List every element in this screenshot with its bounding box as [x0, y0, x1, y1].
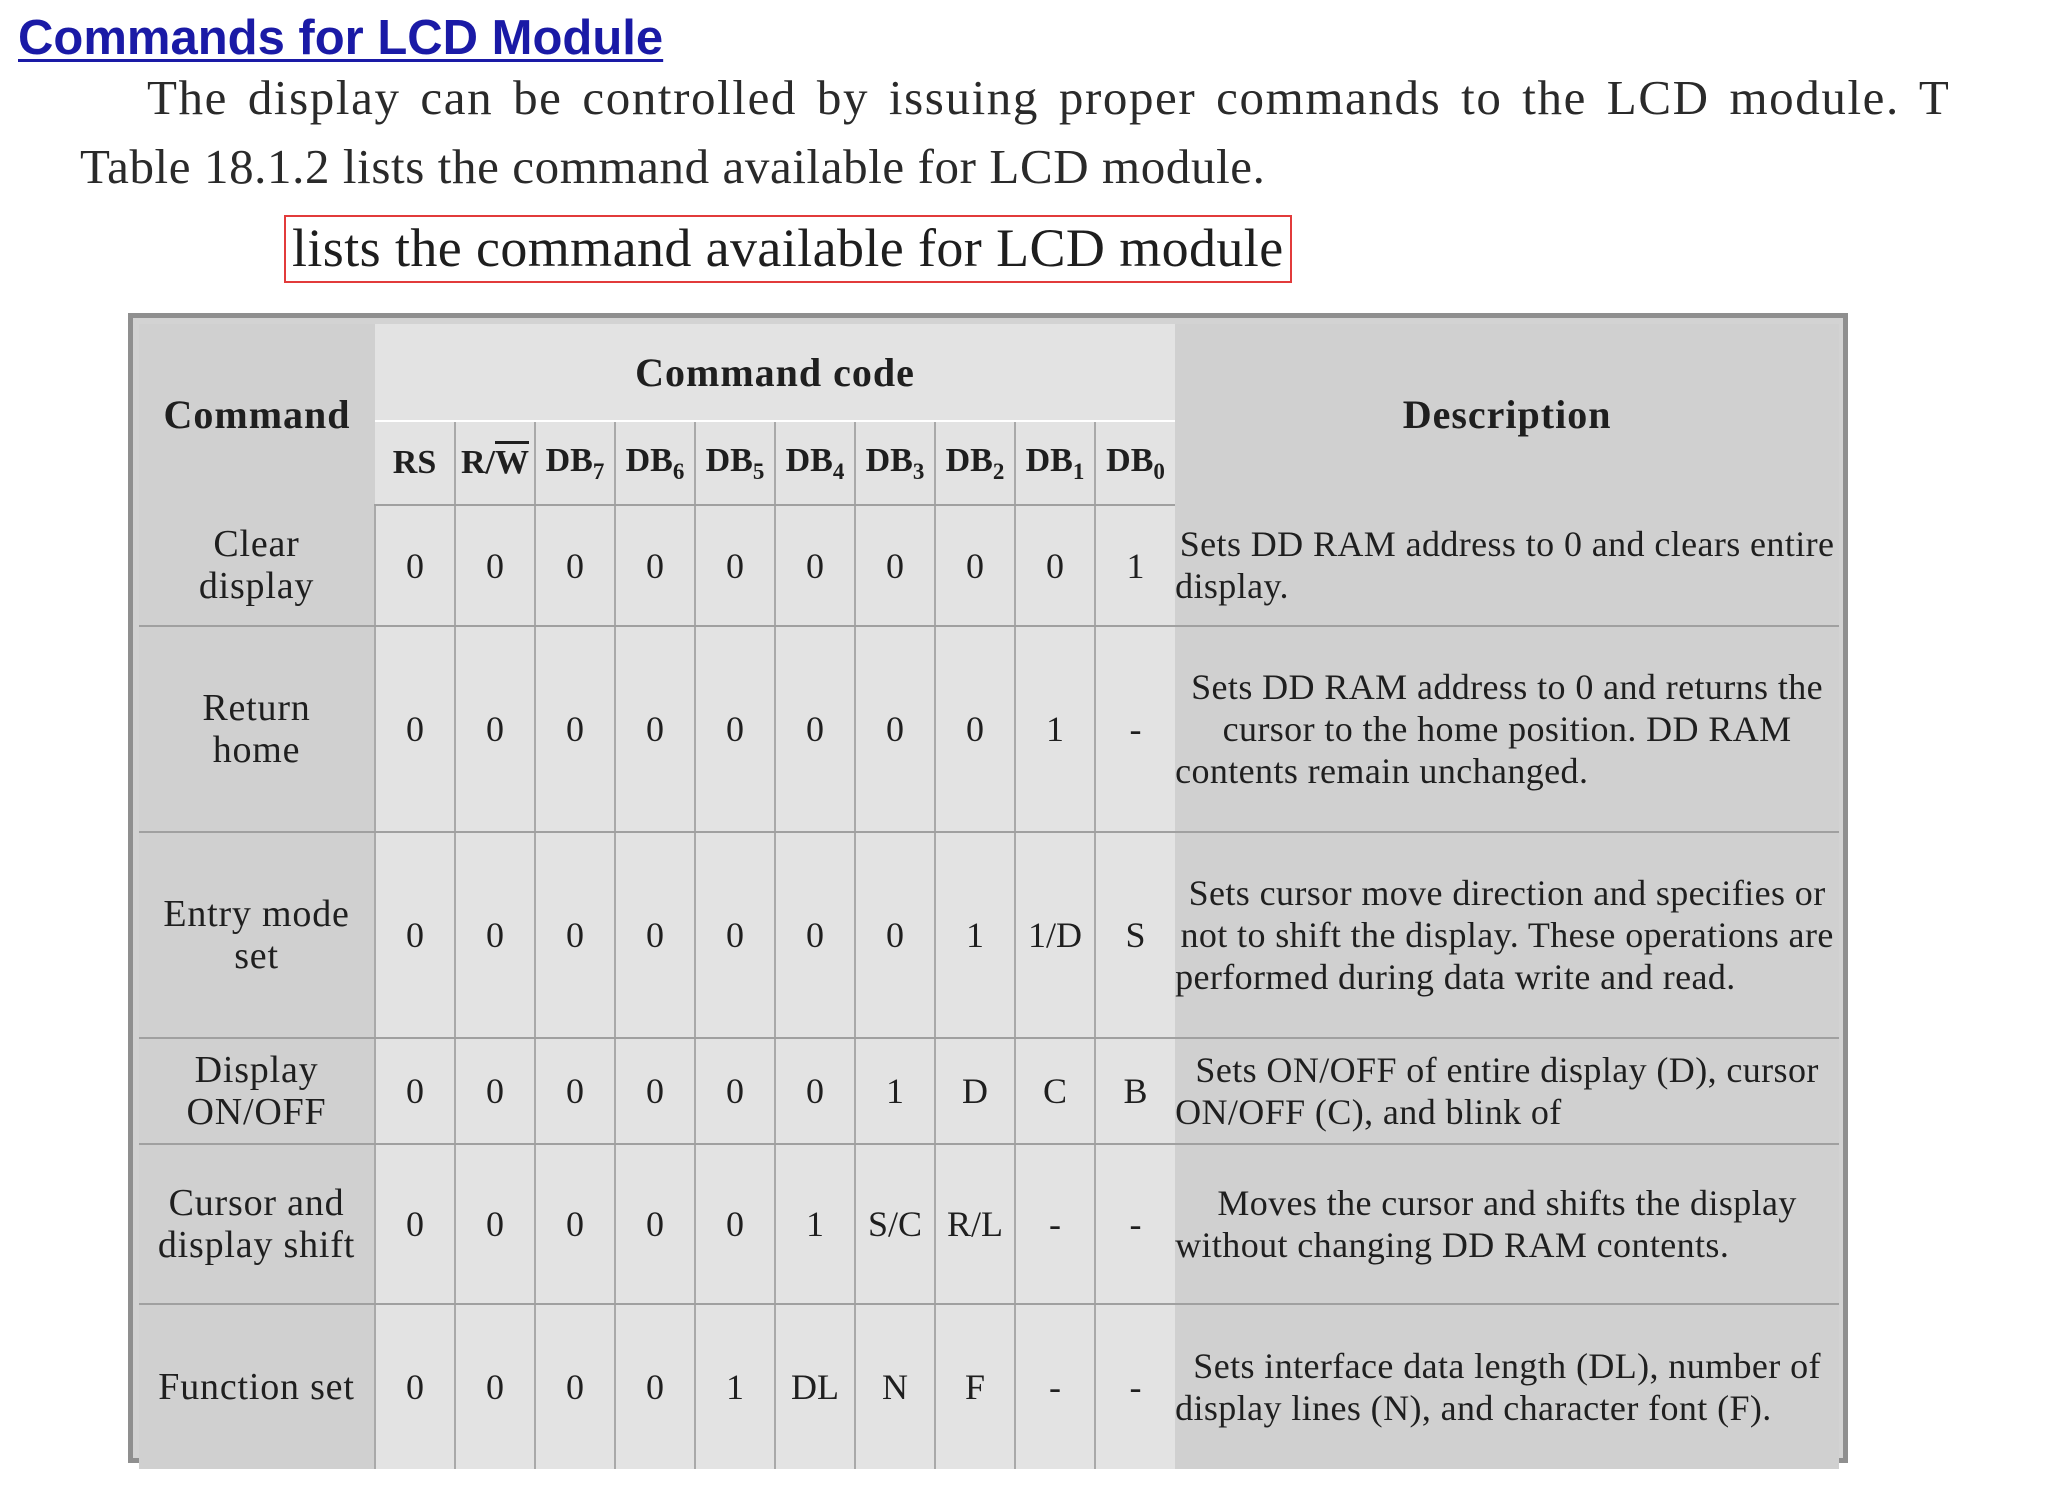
command-name-line-2: display shift — [157, 1224, 356, 1266]
bit-value-cell: - — [1015, 1144, 1095, 1304]
bit-header-overline-label: $\overline{W}$ — [495, 444, 529, 481]
bit-value-cell: D — [935, 1038, 1015, 1144]
command-name-cell — [139, 505, 375, 626]
bit-value-cell: DL — [775, 1304, 855, 1469]
bit-header-label: DB — [1025, 441, 1073, 479]
bit-header-subscript: 2 — [992, 458, 1005, 484]
command-name-line-2: set — [234, 935, 279, 977]
bit-value-cell: 0 — [615, 832, 695, 1038]
highlighted-text-selection: lists the command available for LCD module — [284, 215, 1292, 283]
description-cell: Moves the cursor and shifts the display without changing DD RAM contents. — [1175, 1144, 1839, 1304]
bit-header-cell — [695, 421, 775, 505]
column-header-command-code: Command code — [375, 324, 1175, 421]
command-name-line-2: home — [212, 729, 301, 771]
description-cell: Sets cursor move direction and specifies or not to shift the display. These operations are performed during data write and read. — [1175, 832, 1839, 1038]
bit-value-cell: R/L — [935, 1144, 1015, 1304]
description-cell: Sets DD RAM address to 0 and clears entire display. — [1175, 505, 1839, 626]
bit-value-cell: 0 — [535, 626, 615, 832]
bit-value-cell: 1 — [1015, 626, 1095, 832]
bit-value-cell: C — [1015, 1038, 1095, 1144]
bit-header-cell — [1095, 421, 1175, 505]
bit-value-cell: 1 — [775, 1144, 855, 1304]
bit-value-cell: 1/D — [1015, 832, 1095, 1038]
intro-paragraph-line-2: Table 18.1.2 lists the command available for LCD module. — [80, 139, 1266, 194]
command-name-line-1: Cursor and — [168, 1182, 345, 1224]
bit-value-cell: 0 — [855, 832, 935, 1038]
command-name-line-1: Entry mode — [163, 893, 350, 935]
bit-value-cell: 0 — [615, 505, 695, 626]
bit-header-label: DB — [945, 441, 993, 479]
bit-value-cell: 1 — [695, 1304, 775, 1469]
bit-value-cell: 0 — [695, 832, 775, 1038]
bit-value-cell: S/C — [855, 1144, 935, 1304]
bit-header-subscript: 7 — [592, 458, 605, 484]
bit-value-cell: 0 — [535, 505, 615, 626]
table-row — [139, 832, 1839, 1038]
bit-header-label: DB — [785, 441, 833, 479]
bit-value-cell: 0 — [455, 1038, 535, 1144]
bit-header-cell — [375, 421, 455, 505]
bit-header-subscript: 6 — [672, 458, 685, 484]
command-name-cell — [139, 626, 375, 832]
bit-value-cell: 0 — [455, 626, 535, 832]
command-name-cell — [139, 1304, 375, 1469]
bit-value-cell: 0 — [1015, 505, 1095, 626]
bit-value-cell: - — [1095, 1304, 1175, 1469]
lcd-command-table-frame — [128, 313, 1848, 1463]
bit-value-cell: 0 — [615, 1038, 695, 1144]
bit-value-cell: 0 — [935, 505, 1015, 626]
bit-value-cell: S — [1095, 832, 1175, 1038]
bit-value-cell: 0 — [775, 832, 855, 1038]
command-name-line-1: Clear — [213, 523, 300, 565]
bit-value-cell: N — [855, 1304, 935, 1469]
description-cell: Sets ON/OFF of entire display (D), cursor ON/OFF (C), and blink of — [1175, 1038, 1839, 1144]
bit-value-cell: 0 — [375, 505, 455, 626]
bit-value-cell: 0 — [615, 1304, 695, 1469]
bit-value-cell: 0 — [615, 626, 695, 832]
bit-value-cell: 0 — [455, 1144, 535, 1304]
bit-value-cell: 0 — [535, 1144, 615, 1304]
bit-value-cell: 0 — [535, 1304, 615, 1469]
bit-header-label: DB — [545, 441, 593, 479]
command-name-line-2: display — [198, 565, 315, 607]
section-heading-link[interactable]: Commands for LCD Module — [18, 11, 664, 65]
column-header-command: Command — [139, 324, 375, 505]
bit-header-label: RS — [392, 444, 437, 481]
bit-header-label: DB — [1106, 441, 1154, 479]
table-row — [139, 626, 1839, 832]
command-name-line-2: ON/OFF — [186, 1091, 327, 1133]
bit-header-label: R/ — [461, 444, 495, 481]
column-header-description: Description — [1175, 324, 1839, 505]
command-name-cell — [139, 832, 375, 1038]
bit-value-cell: 0 — [855, 626, 935, 832]
bit-value-cell: 0 — [455, 1304, 535, 1469]
bit-header-cell — [775, 421, 855, 505]
bit-value-cell: F — [935, 1304, 1015, 1469]
bit-header-cell — [455, 421, 535, 505]
bit-value-cell: 1 — [1095, 505, 1175, 626]
bit-header-subscript: 4 — [832, 458, 845, 484]
description-cell: Sets DD RAM address to 0 and returns the cursor to the home position. DD RAM contents remain unchanged. — [1175, 626, 1839, 832]
bit-value-cell: 0 — [695, 505, 775, 626]
bit-value-cell: 0 — [455, 505, 535, 626]
bit-value-cell: - — [1015, 1304, 1095, 1469]
bit-value-cell: 0 — [775, 626, 855, 832]
bit-header-label: DB — [625, 441, 673, 479]
table-row — [139, 1144, 1839, 1304]
bit-header-cell — [1015, 421, 1095, 505]
intro-paragraph-line-1: The display can be controlled by issuing proper commands to the LCD module. T — [147, 70, 1951, 125]
bit-header-subscript: 1 — [1072, 458, 1085, 484]
bit-value-cell: 0 — [455, 832, 535, 1038]
bit-header-subscript: 3 — [912, 458, 925, 484]
bit-value-cell: 0 — [695, 1038, 775, 1144]
bit-header-cell — [855, 421, 935, 505]
bit-header-cell — [535, 421, 615, 505]
bit-value-cell: B — [1095, 1038, 1175, 1144]
bit-value-cell: 0 — [375, 1304, 455, 1469]
bit-value-cell: 1 — [935, 832, 1015, 1038]
bit-value-cell: 0 — [615, 1144, 695, 1304]
bit-value-cell: - — [1095, 626, 1175, 832]
bit-value-cell: 0 — [375, 1038, 455, 1144]
bit-header-label: DB — [865, 441, 913, 479]
bit-value-cell: 0 — [535, 832, 615, 1038]
bit-value-cell: 0 — [775, 505, 855, 626]
bit-value-cell: 0 — [775, 1038, 855, 1144]
bit-value-cell: 0 — [855, 505, 935, 626]
bit-header-subscript: 0 — [1153, 458, 1165, 484]
bit-value-cell: 0 — [695, 626, 775, 832]
bit-value-cell: 0 — [375, 1144, 455, 1304]
table-row — [139, 1304, 1839, 1469]
lcd-command-table — [139, 324, 1839, 1469]
table-row — [139, 505, 1839, 626]
command-name-cell — [139, 1038, 375, 1144]
bit-value-cell: 0 — [695, 1144, 775, 1304]
bit-value-cell: 0 — [935, 626, 1015, 832]
table-body — [139, 505, 1839, 1469]
bit-value-cell: 1 — [855, 1038, 935, 1144]
bit-value-cell: 0 — [375, 626, 455, 832]
table-row — [139, 1038, 1839, 1144]
command-name-line-1: Return — [202, 687, 311, 729]
command-name-line-1: Display — [194, 1049, 319, 1091]
bit-header-subscript: 5 — [752, 458, 765, 484]
command-name-line-1: Function set — [158, 1366, 355, 1408]
bit-header-cell — [615, 421, 695, 505]
bit-value-cell: 0 — [535, 1038, 615, 1144]
bit-value-cell: - — [1095, 1144, 1175, 1304]
description-cell: Sets interface data length (DL), number of display lines (N), and character font (F). — [1175, 1304, 1839, 1469]
command-name-cell — [139, 1144, 375, 1304]
bit-header-label: DB — [705, 441, 753, 479]
bit-value-cell: 0 — [375, 832, 455, 1038]
bit-header-cell — [935, 421, 1015, 505]
